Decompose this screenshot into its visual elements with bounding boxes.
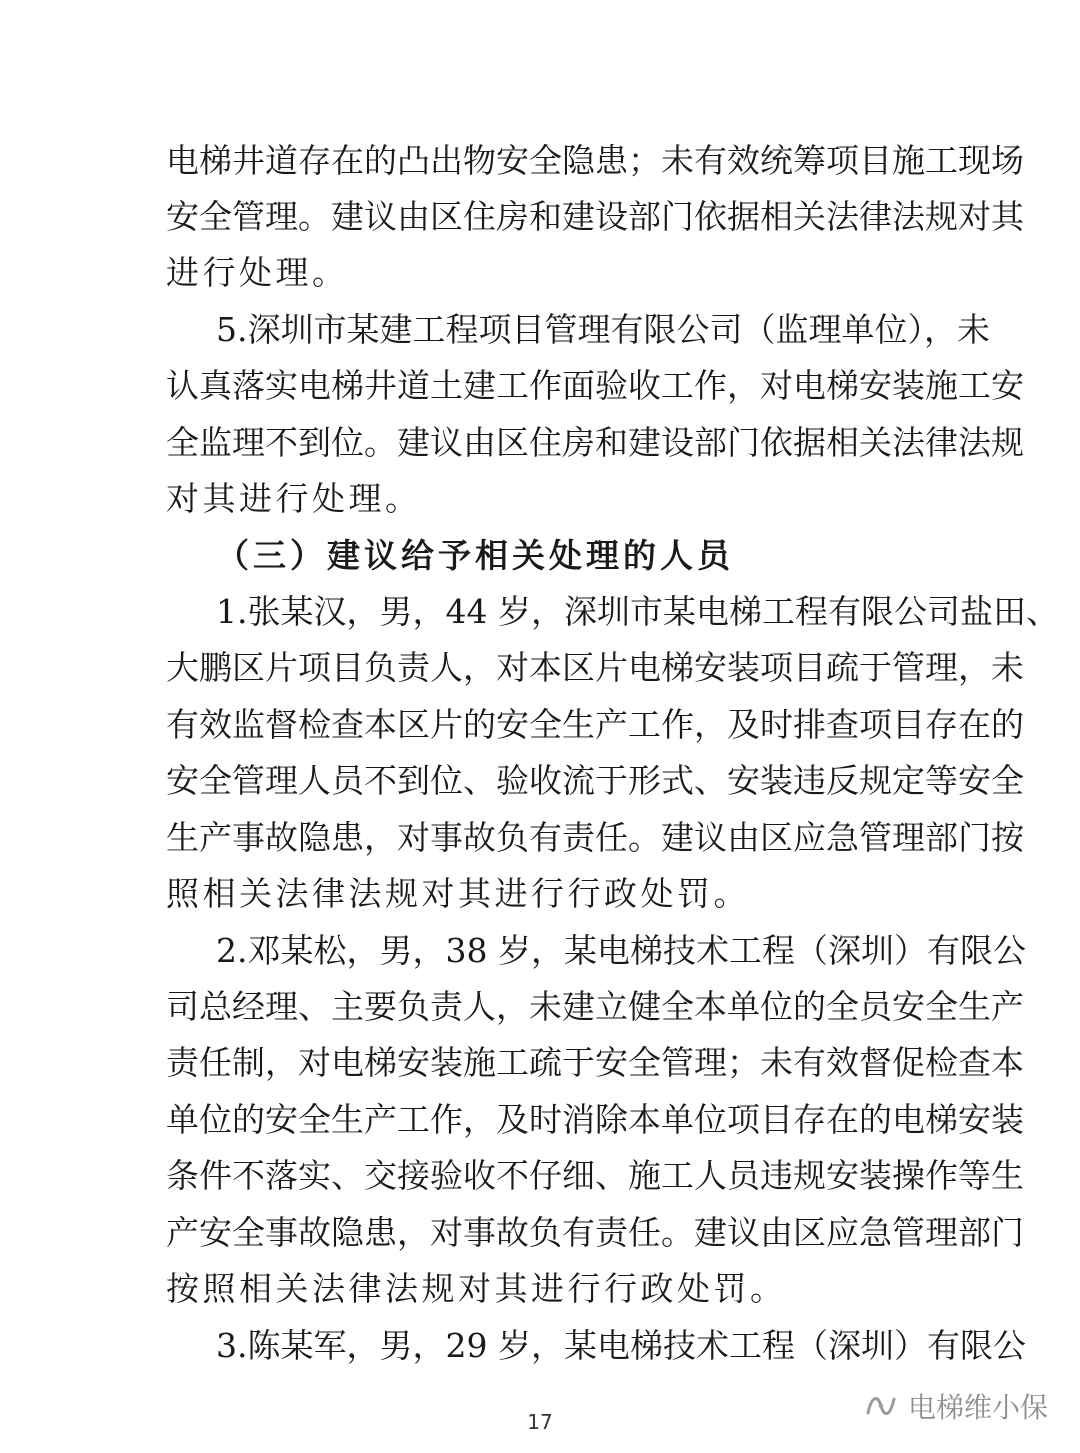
body-line: 认真落实电梯井道土建工作面验收工作，对电梯安装施工安 (166, 366, 1024, 405)
watermark-text: 电梯维小保 (907, 1391, 1048, 1424)
body-line: 产安全事故隐患，对事故负有责任。建议由区应急管理部门 (166, 1213, 1024, 1252)
body-line: 单位的安全生产工作，及时消除本单位项目存在的电梯安装 (166, 1100, 1024, 1139)
body-line: 司总经理、主要负责人，未建立健全本单位的全员安全生产 (166, 987, 1024, 1026)
body-line: 全监理不到位。建议由区住房和建设部门依据相关法律法规 (166, 423, 1024, 462)
paragraph-start-line: 3.陈某军，男，29 岁，某电梯技术工程（深圳）有限公 (216, 1326, 1026, 1365)
body-line: 按照相关法律法规对其进行行政处罚。 (166, 1269, 787, 1308)
body-line: 有效监督检查本区片的安全生产工作，及时排查项目存在的 (166, 705, 1024, 744)
body-line: 照相关法律法规对其进行行政处罚。 (166, 874, 750, 913)
paragraph-start-line: 2.邓某松，男，38 岁，某电梯技术工程（深圳）有限公 (216, 931, 1026, 970)
body-line: 大鹏区片项目负责人，对本区片电梯安装项目疏于管理，未 (166, 648, 1024, 687)
paragraph-start-line: 1.张某汉，男，44 岁，深圳市某电梯工程有限公司盐田、 (216, 592, 1059, 631)
section-heading: （三）建议给予相关处理的人员 (216, 536, 734, 575)
page-number: 17 (527, 1410, 553, 1434)
wechat-channel-icon (864, 1391, 898, 1421)
body-line: 对其进行处理。 (166, 479, 422, 518)
body-line: 条件不落实、交接验收不仔细、施工人员违规安装操作等生 (166, 1156, 1024, 1195)
body-line: 安全管理。建议由区住房和建设部门依据相关法律法规对其 (166, 197, 1024, 236)
paragraph-start-line: 5.深圳市某建工程项目管理有限公司（监理单位），未 (216, 310, 990, 349)
body-line: 生产事故隐患，对事故负有责任。建议由区应急管理部门按 (166, 818, 1024, 857)
body-line: 进行处理。 (166, 253, 349, 292)
body-line: 电梯井道存在的凸出物安全隐患；未有效统筹项目施工现场 (166, 141, 1024, 180)
watermark (864, 1386, 1048, 1426)
body-line: 安全管理人员不到位、验收流于形式、安装违反规定等安全 (166, 761, 1024, 800)
body-line: 责任制，对电梯安装施工疏于安全管理；未有效督促检查本 (166, 1043, 1024, 1082)
